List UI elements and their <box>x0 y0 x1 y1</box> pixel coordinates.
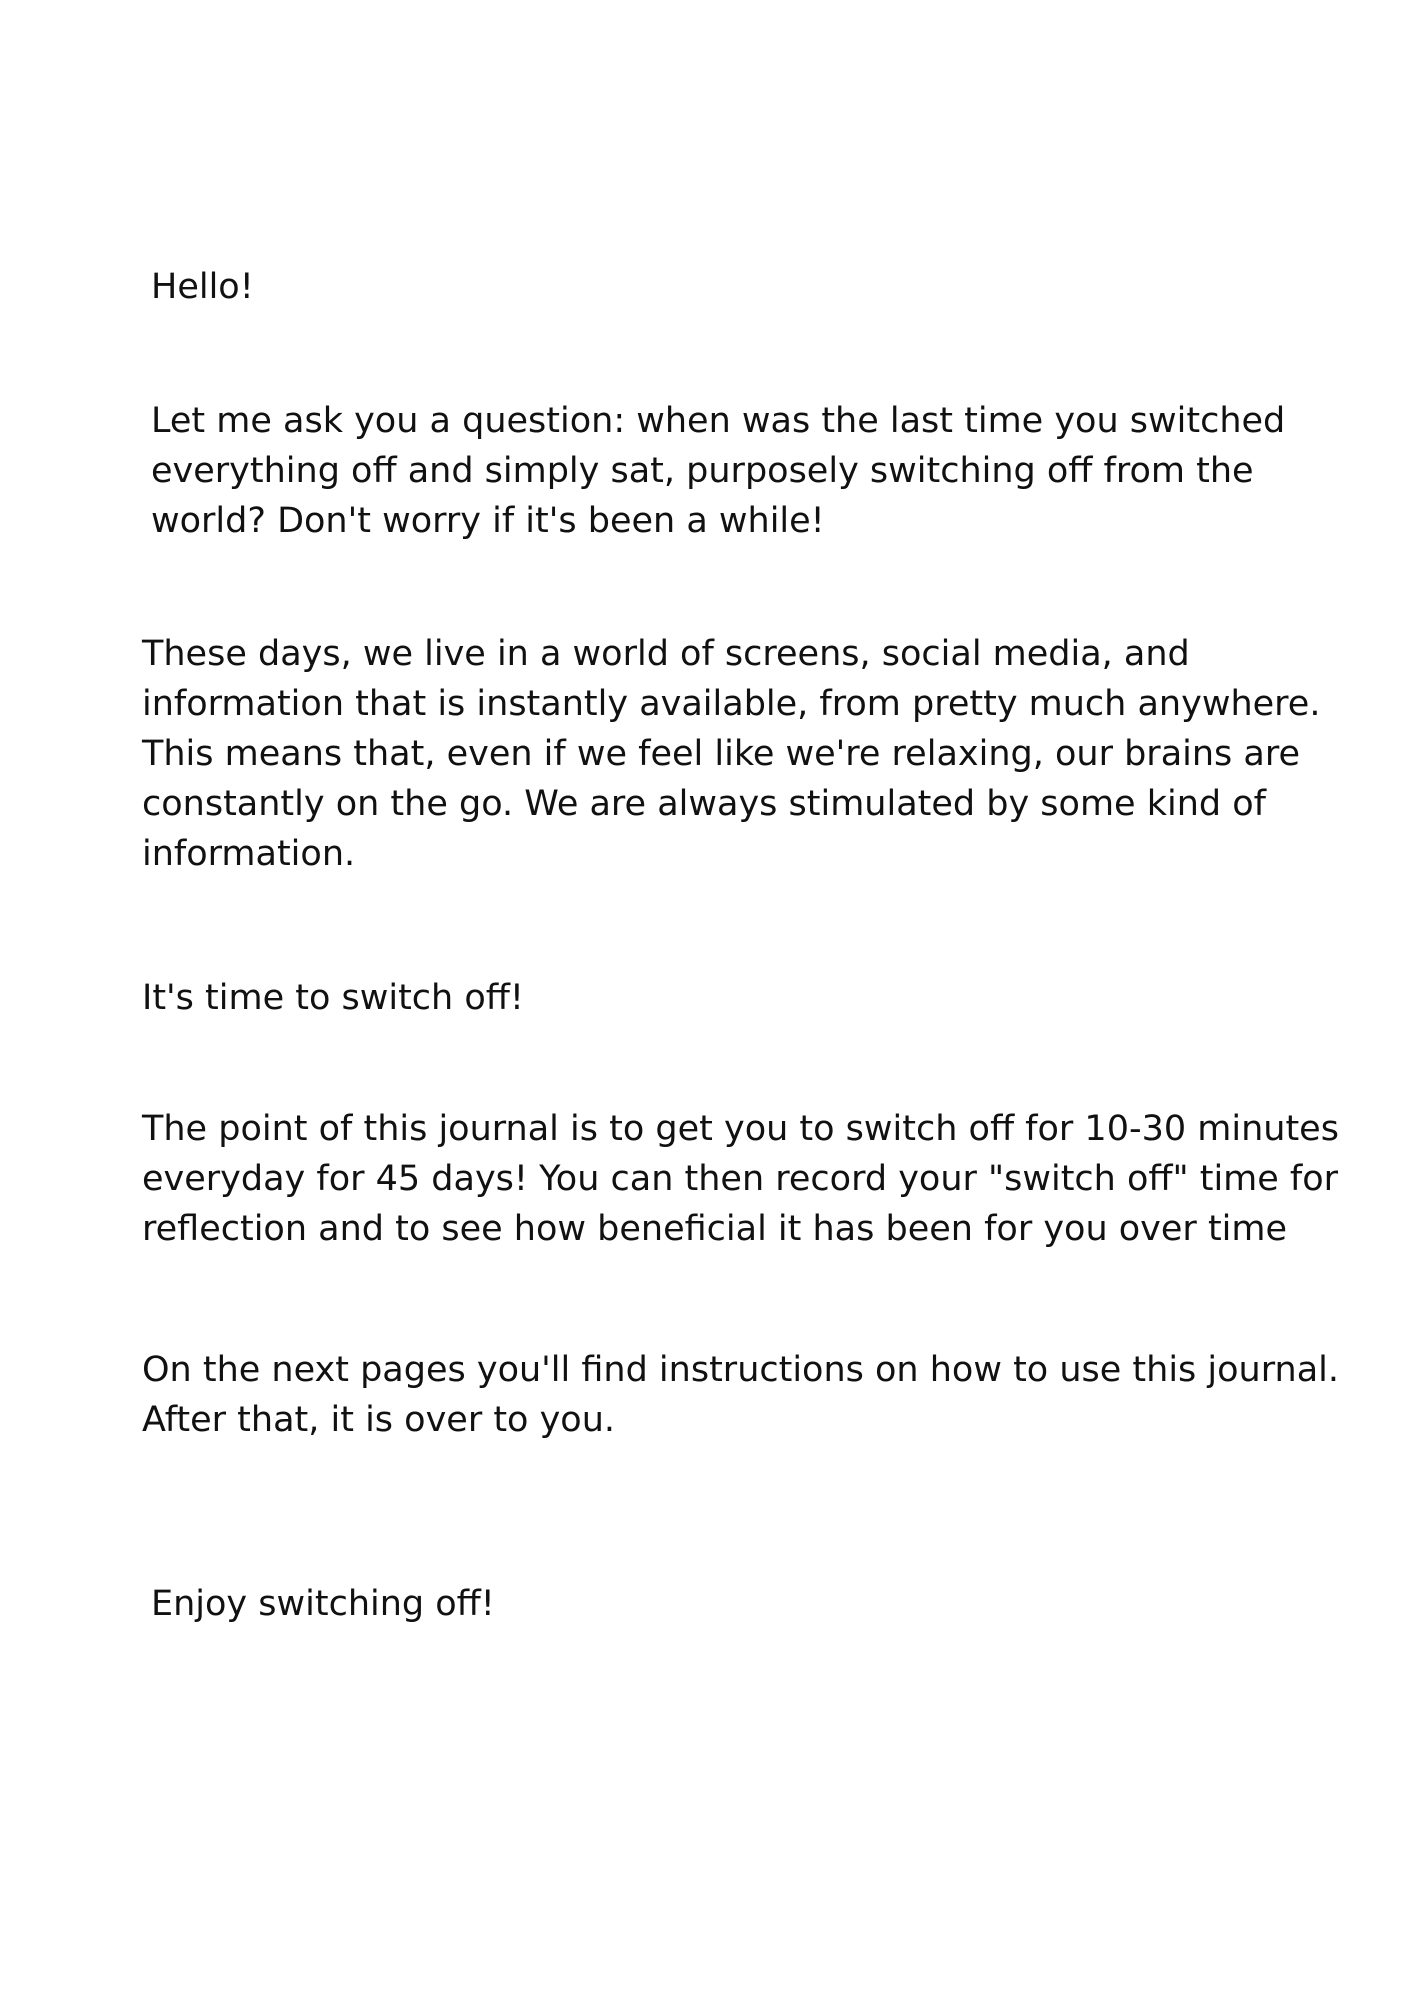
call-to-action-text <box>142 973 524 1023</box>
context-line: This means that, even if we feel like we're relaxing, our brains are <box>142 734 1301 774</box>
context-line: These days, we live in a world of screens, social media, and <box>142 634 1190 674</box>
intro-line: everything off and simply sat, purposely switching off from the <box>151 451 1254 491</box>
context-line: constantly on the go. We are always stimulated by some kind of <box>142 784 1266 824</box>
purpose-paragraph <box>142 1104 1339 1254</box>
greeting-text <box>151 262 254 312</box>
closing-line: Enjoy switching off! <box>151 1584 495 1624</box>
context-line: information. <box>142 834 356 874</box>
next-steps-line: After that, it is over to you. <box>142 1400 616 1440</box>
purpose-line: everyday for 45 days! You can then record your "switch off" time for <box>142 1159 1339 1199</box>
intro-paragraph <box>151 396 1285 546</box>
next-steps-paragraph <box>142 1345 1339 1445</box>
next-steps-line: On the next pages you'll find instructions on how to use this journal. <box>142 1350 1339 1390</box>
purpose-line: The point of this journal is to get you to switch off for 10-30 minutes <box>142 1109 1339 1149</box>
closing-text <box>151 1579 495 1629</box>
call-to-action-line: It's time to switch off! <box>142 978 524 1018</box>
greeting-line: Hello! <box>151 267 254 307</box>
intro-line: Let me ask you a question: when was the last time you switched <box>151 401 1286 441</box>
purpose-line: reflection and to see how beneficial it has been for you over time <box>142 1209 1288 1249</box>
intro-line: world? Don't worry if it's been a while! <box>151 501 825 541</box>
context-line: information that is instantly available, from pretty much anywhere. <box>142 684 1321 724</box>
context-paragraph <box>142 629 1320 879</box>
